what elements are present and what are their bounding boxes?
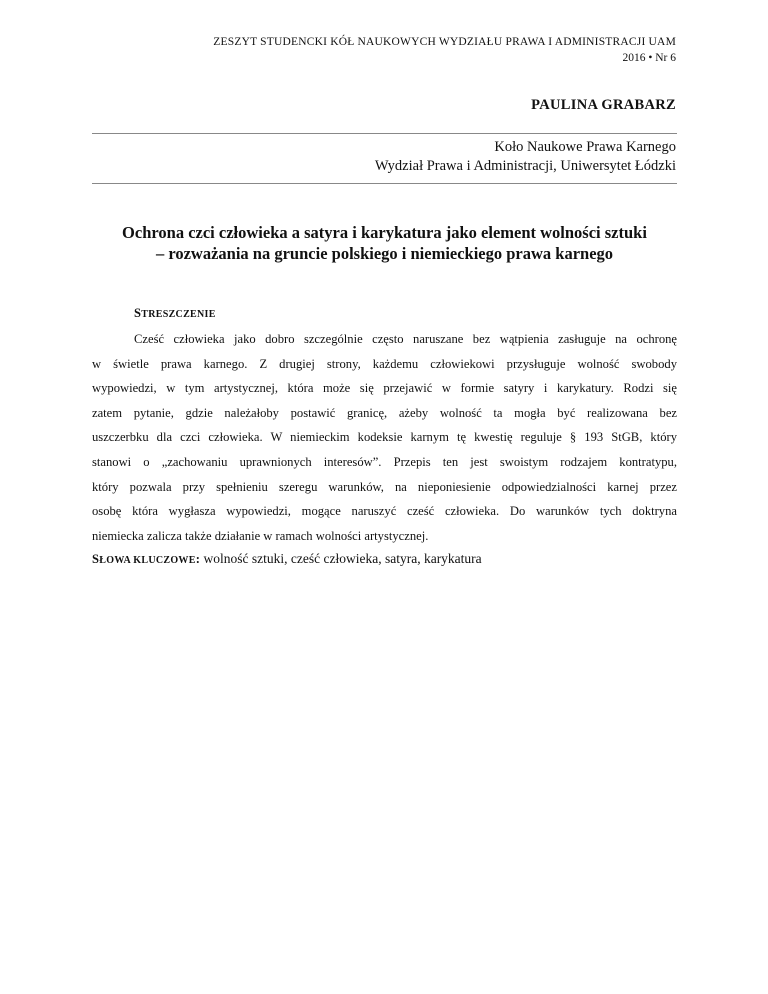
affiliation-line-1: Koło Naukowe Prawa Karnego bbox=[494, 139, 676, 155]
keywords-label-initial: S bbox=[92, 552, 100, 566]
abstract-line: wypowiedzi, w tym artystycznej, która może się przejawić w formie satyry i karykatury. Rodzi się bbox=[92, 381, 677, 396]
keywords-label-colon: : bbox=[195, 552, 201, 566]
abstract-line: niemiecka zalicza także działanie w ramach wolności artystycznej. bbox=[92, 528, 429, 543]
keywords-values: wolność sztuki, cześć człowieka, satyra, karykatura bbox=[203, 551, 482, 566]
author-name: PAULINA GRABARZ bbox=[531, 97, 676, 113]
abstract-heading-rest: TRESZCZENIE bbox=[141, 309, 216, 320]
abstract-heading-initial: S bbox=[134, 306, 142, 320]
abstract-heading bbox=[134, 306, 216, 321]
keywords-label bbox=[92, 552, 200, 566]
keywords bbox=[92, 551, 482, 567]
abstract-line: zatem pytanie, gdzie należałoby postawić granicę, ażeby wolność ta mogła być realizowana bez bbox=[92, 405, 677, 420]
abstract-body bbox=[92, 327, 677, 548]
article-title bbox=[92, 222, 677, 264]
abstract-line: który pozwala przy spełnieniu szeregu warunków, na nieponiesienie odpowiedzialności karnej przez bbox=[92, 479, 677, 494]
issue-number: 2016 • Nr 6 bbox=[622, 52, 676, 64]
abstract-line: Cześć człowieka jako dobro szczególnie często naruszane bez wątpienia zasługuje na ochronę bbox=[134, 332, 677, 346]
abstract-line: stanowi o „zachowaniu uprawnionych interesów”. Przepis ten jest swoistym rodzajem kontratypu, bbox=[92, 454, 677, 469]
journal-header: ZESZYT STUDENCKI KÓŁ NAUKOWYCH WYDZIAŁU PRAWA I ADMINISTRACJI UAM bbox=[213, 36, 676, 48]
abstract-line: osobę która wygłasza wypowiedzi, mogące naruszyć cześć człowieka. Do warunków tych doktryna bbox=[92, 504, 677, 519]
keywords-label-rest: ŁOWA KLUCZOWE bbox=[99, 555, 196, 566]
abstract-line: w świetle prawa karnego. Z drugiej strony, każdemu człowiekowi przysługuje wolność swobody bbox=[92, 356, 677, 371]
affiliation-line-2: Wydział Prawa i Administracji, Uniwersytet Łódzki bbox=[374, 158, 676, 174]
rule-top bbox=[92, 133, 677, 134]
title-line-2: – rozważania na gruncie polskiego i niemieckiego prawa karnego bbox=[155, 244, 614, 263]
rule-bottom bbox=[92, 183, 677, 184]
abstract-line: uszczerbku dla czci człowieka. W niemieckim kodeksie karnym tę kwestię reguluje § 193 StGB, który bbox=[92, 430, 677, 445]
title-line-1: Ochrona czci człowieka a satyra i karykatura jako element wolności sztuki bbox=[122, 223, 647, 242]
